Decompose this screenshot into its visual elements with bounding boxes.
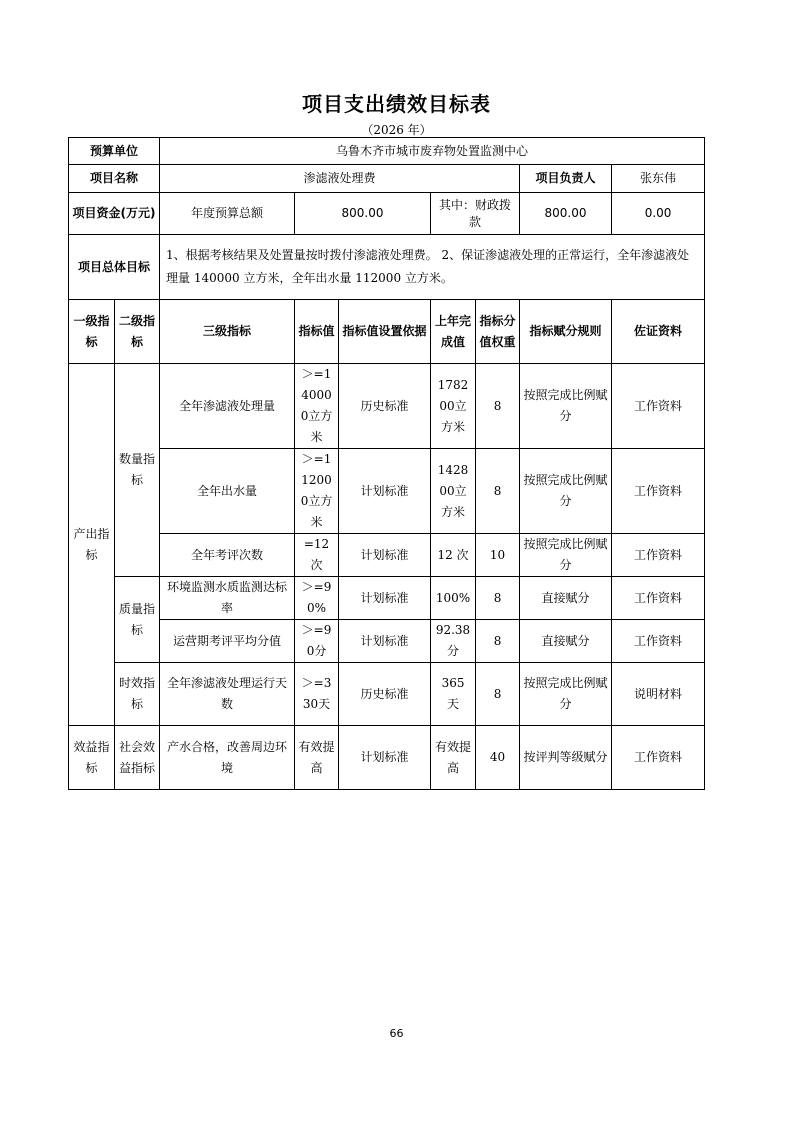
indicator-cell: 全年渗滤液处理运行天数 — [160, 663, 295, 726]
rule-cell: 按照完成比例赋分 — [520, 364, 612, 449]
group-timeliness: 时效指标 — [115, 663, 160, 726]
last-year-cell: 365 天 — [431, 663, 476, 726]
project-name-value: 渗滤液处理费 — [160, 165, 520, 193]
col-level3: 三级指标 — [160, 300, 295, 364]
project-name-row — [69, 165, 705, 193]
evidence-cell: 工作资料 — [612, 364, 705, 449]
budget-unit-label: 预算单位 — [69, 138, 160, 165]
col-last-year: 上年完成值 — [431, 300, 476, 364]
evidence-cell: 工作资料 — [612, 620, 705, 663]
goal-label: 项目总体目标 — [69, 235, 160, 300]
evidence-cell: 工作资料 — [612, 726, 705, 790]
rule-cell: 按评判等级赋分 — [520, 726, 612, 790]
group-social: 社会效益指标 — [115, 726, 160, 790]
evidence-cell: 工作资料 — [612, 577, 705, 620]
rule-cell: 按照完成比例赋分 — [520, 534, 612, 577]
value-cell: ＞=330天 — [295, 663, 339, 726]
group-quality: 质量指标 — [115, 577, 160, 663]
value-cell: ＞=90% — [295, 577, 339, 620]
table-row — [69, 534, 705, 577]
rule-cell: 直接赋分 — [520, 620, 612, 663]
value-cell: ＞=112000立方米 — [295, 449, 339, 534]
evidence-cell: 说明材料 — [612, 663, 705, 726]
goal-row — [69, 235, 705, 300]
weight-cell: 8 — [476, 577, 520, 620]
basis-cell: 历史标准 — [339, 364, 431, 449]
col-weight: 指标分值权重 — [476, 300, 520, 364]
table-row — [69, 620, 705, 663]
last-year-cell: 178200立方米 — [431, 364, 476, 449]
funds-row — [69, 193, 705, 235]
basis-cell: 计划标准 — [339, 726, 431, 790]
fiscal-label: 其中：财政拨款 — [431, 193, 520, 235]
indicator-cell: 全年渗滤液处理量 — [160, 364, 295, 449]
indicator-cell: 全年出水量 — [160, 449, 295, 534]
evidence-cell: 工作资料 — [612, 534, 705, 577]
owner-label: 项目负责人 — [520, 165, 612, 193]
evidence-cell: 工作资料 — [612, 449, 705, 534]
weight-cell: 8 — [476, 449, 520, 534]
rule-cell: 直接赋分 — [520, 577, 612, 620]
annual-budget-value: 800.00 — [295, 193, 431, 235]
weight-cell: 10 — [476, 534, 520, 577]
basis-cell: 历史标准 — [339, 663, 431, 726]
col-evidence: 佐证资料 — [612, 300, 705, 364]
owner-value: 张东伟 — [612, 165, 705, 193]
value-cell: ＞=140000立方米 — [295, 364, 339, 449]
group-benefit: 效益指标 — [69, 726, 115, 790]
rule-cell: 按照完成比例赋分 — [520, 449, 612, 534]
col-value: 指标值 — [295, 300, 339, 364]
basis-cell: 计划标准 — [339, 620, 431, 663]
table-row — [69, 726, 705, 790]
indicator-cell: 环境监测水质监测达标率 — [160, 577, 295, 620]
col-basis: 指标值设置依据 — [339, 300, 431, 364]
indicator-cell: 产水合格，改善周边环境 — [160, 726, 295, 790]
table-row — [69, 663, 705, 726]
weight-cell: 8 — [476, 620, 520, 663]
col-rule: 指标赋分规则 — [520, 300, 612, 364]
last-year-cell: 142800立方米 — [431, 449, 476, 534]
table-row — [69, 449, 705, 534]
col-level2: 二级指标 — [115, 300, 160, 364]
value-cell: 有效提高 — [295, 726, 339, 790]
basis-cell: 计划标准 — [339, 449, 431, 534]
rule-cell: 按照完成比例赋分 — [520, 663, 612, 726]
value-cell: =12 次 — [295, 534, 339, 577]
page-title: 项目支出绩效目标表 — [302, 92, 491, 116]
other-value: 0.00 — [612, 193, 705, 235]
budget-unit-value: 乌鲁木齐市城市废弃物处置监测中心 — [160, 138, 705, 165]
fiscal-value: 800.00 — [520, 193, 612, 235]
last-year-cell: 100% — [431, 577, 476, 620]
last-year-cell: 92.38分 — [431, 620, 476, 663]
goal-text: 1、根据考核结果及处置量按时拨付渗滤液处理费。 2、保证渗滤液处理的正常运行，全年渗滤液处理量 140000 立方米，全年出水量 112000 立方米。 — [160, 235, 705, 300]
annual-budget-label: 年度预算总额 — [160, 193, 295, 235]
performance-table — [68, 137, 705, 790]
table-row — [69, 577, 705, 620]
weight-cell: 8 — [476, 364, 520, 449]
page-year: （2026 年） — [361, 123, 432, 137]
col-level1: 一级指标 — [69, 300, 115, 364]
table-row — [69, 364, 705, 449]
last-year-cell: 12 次 — [431, 534, 476, 577]
indicator-cell: 全年考评次数 — [160, 534, 295, 577]
basis-cell: 计划标准 — [339, 577, 431, 620]
weight-cell: 40 — [476, 726, 520, 790]
indicator-cell: 运营期考评平均分值 — [160, 620, 295, 663]
weight-cell: 8 — [476, 663, 520, 726]
group-output: 产出指标 — [69, 364, 115, 726]
funds-label: 项目资金(万元) — [69, 193, 160, 235]
value-cell: ＞=90分 — [295, 620, 339, 663]
basis-cell: 计划标准 — [339, 534, 431, 577]
page-number: 66 — [389, 1027, 404, 1040]
project-name-label: 项目名称 — [69, 165, 160, 193]
last-year-cell: 有效提高 — [431, 726, 476, 790]
budget-unit-row — [69, 138, 705, 165]
group-quantity: 数量指标 — [115, 364, 160, 577]
column-header-row — [69, 300, 705, 364]
